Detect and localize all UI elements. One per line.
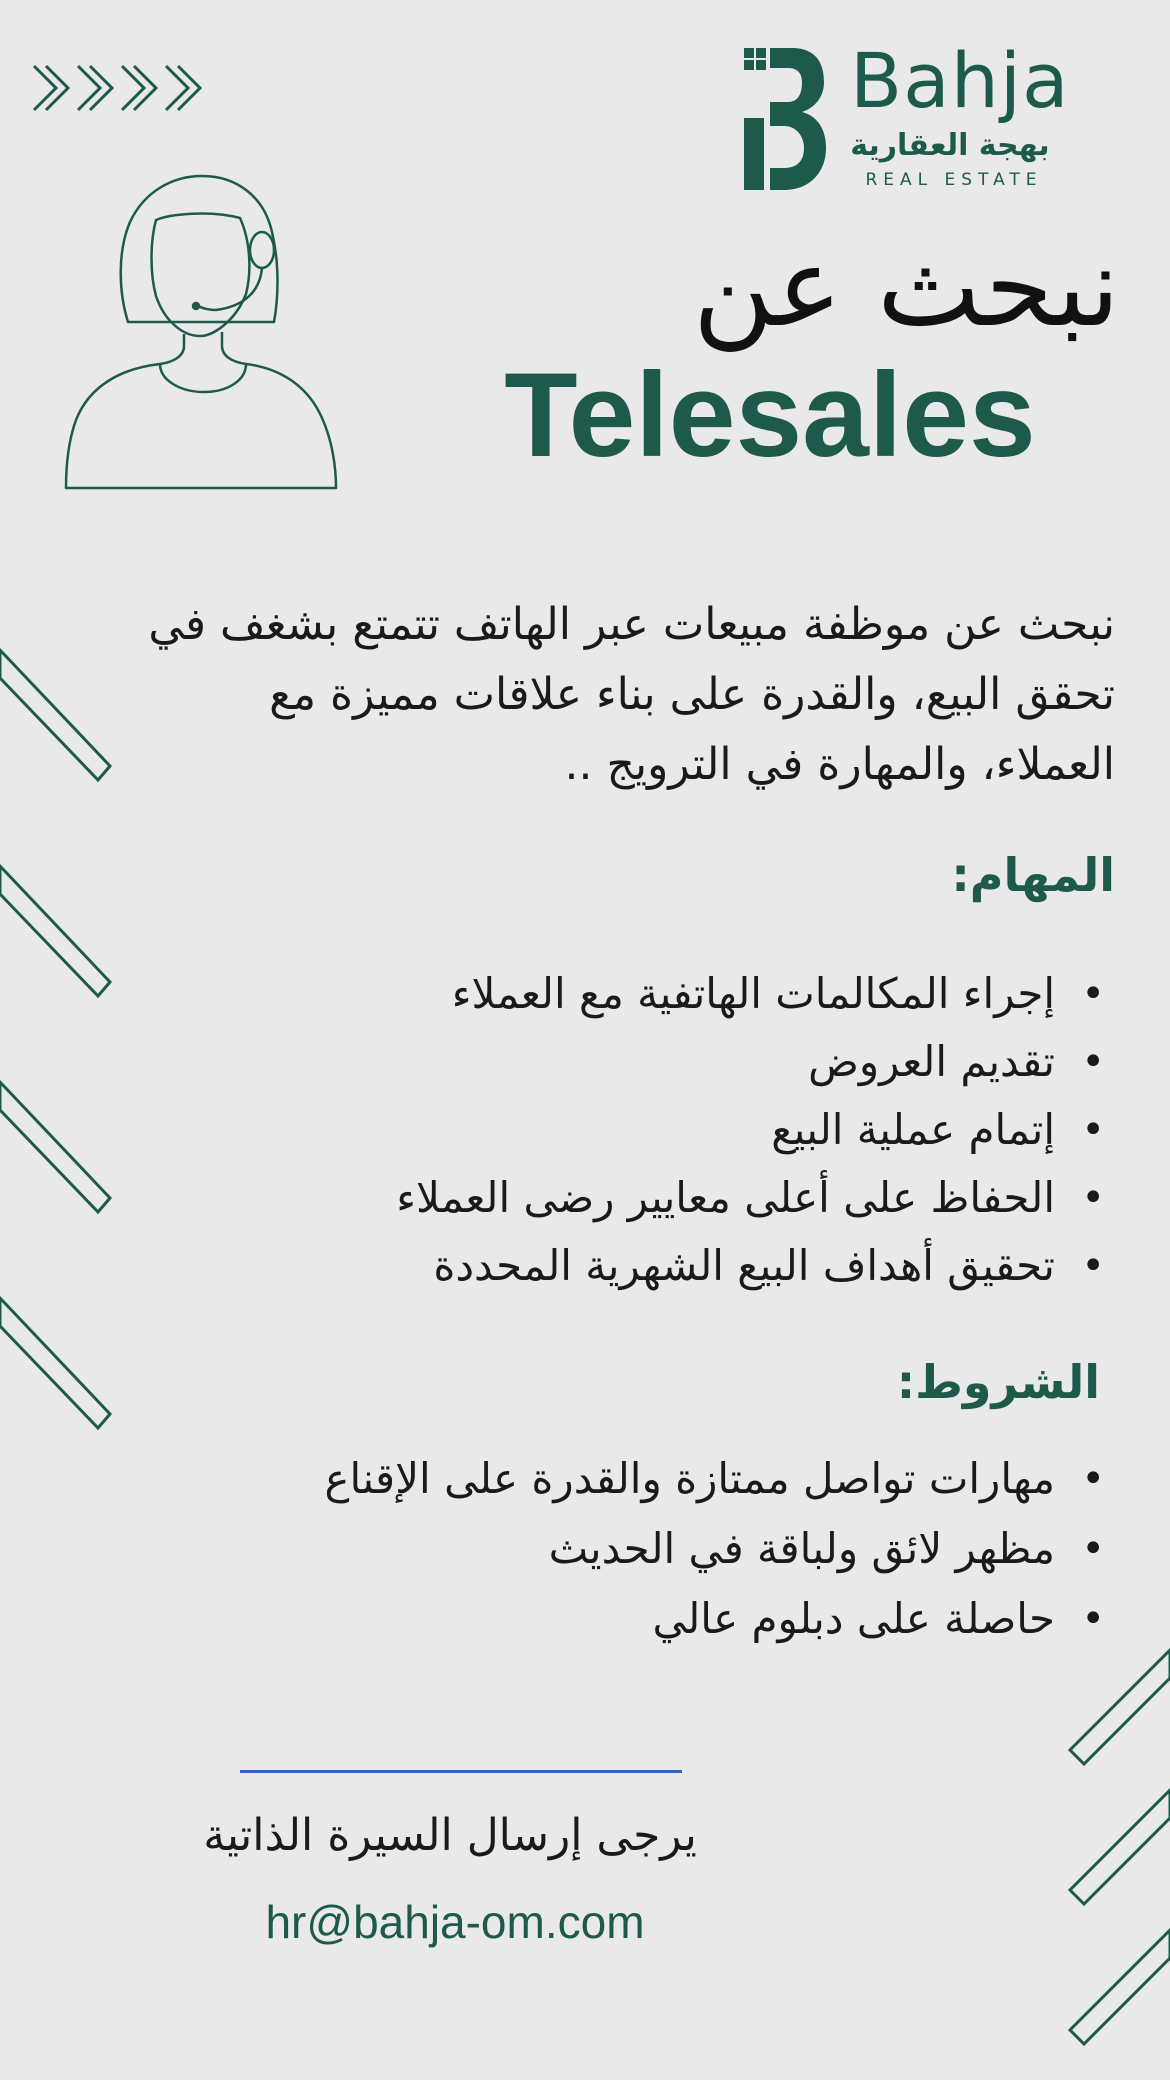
brand-arabic-name: بهجة العقارية (850, 128, 1050, 163)
headline: نبحث عن (692, 223, 1120, 351)
requirements-title: الشروط: (896, 1355, 1100, 1409)
decorative-stripes-right (1060, 1620, 1170, 2080)
requirements-list (220, 1444, 1115, 1654)
tasks-title: المهام: (951, 848, 1115, 902)
brand-subtitle: REAL ESTATE (865, 170, 1043, 190)
chevrons-icon (32, 58, 202, 118)
list-item: • تقديم العروض (300, 1028, 1115, 1096)
decorative-stripes-left (0, 640, 130, 1470)
list-item: • مظهر لائق ولباقة في الحديث (220, 1514, 1115, 1584)
divider (240, 1770, 682, 1773)
brand-logo (740, 36, 1070, 200)
job-title: Telesales (504, 348, 1036, 482)
brand-name: Bahja (850, 36, 1070, 125)
headset-agent-icon (60, 170, 340, 490)
apply-text: يرجى إرسال السيرة الذاتية (203, 1810, 697, 1861)
list-item: • حاصلة على دبلوم عالي (220, 1584, 1115, 1654)
list-item: • الحفاظ على أعلى معايير رضى العملاء (300, 1164, 1115, 1232)
email-link[interactable]: hr@bahja-om.com (265, 1896, 645, 1948)
tasks-list (300, 960, 1115, 1300)
list-item: • مهارات تواصل ممتازة والقدرة على الإقناع (220, 1444, 1115, 1514)
list-item: • تحقيق أهداف البيع الشهرية المحددة (300, 1232, 1115, 1300)
list-item: • إجراء المكالمات الهاتفية مع العملاء (300, 960, 1115, 1028)
list-item: • إتمام عملية البيع (300, 1096, 1115, 1164)
bahja-logo-icon (740, 44, 828, 194)
intro-paragraph: نبحث عن موظفة مبيعات عبر الهاتف تتمتع بشغف في تحقق البيع، والقدرة على بناء علاقات مميزة مع العملاء، والمهارة في الترويج .. (148, 599, 1115, 790)
